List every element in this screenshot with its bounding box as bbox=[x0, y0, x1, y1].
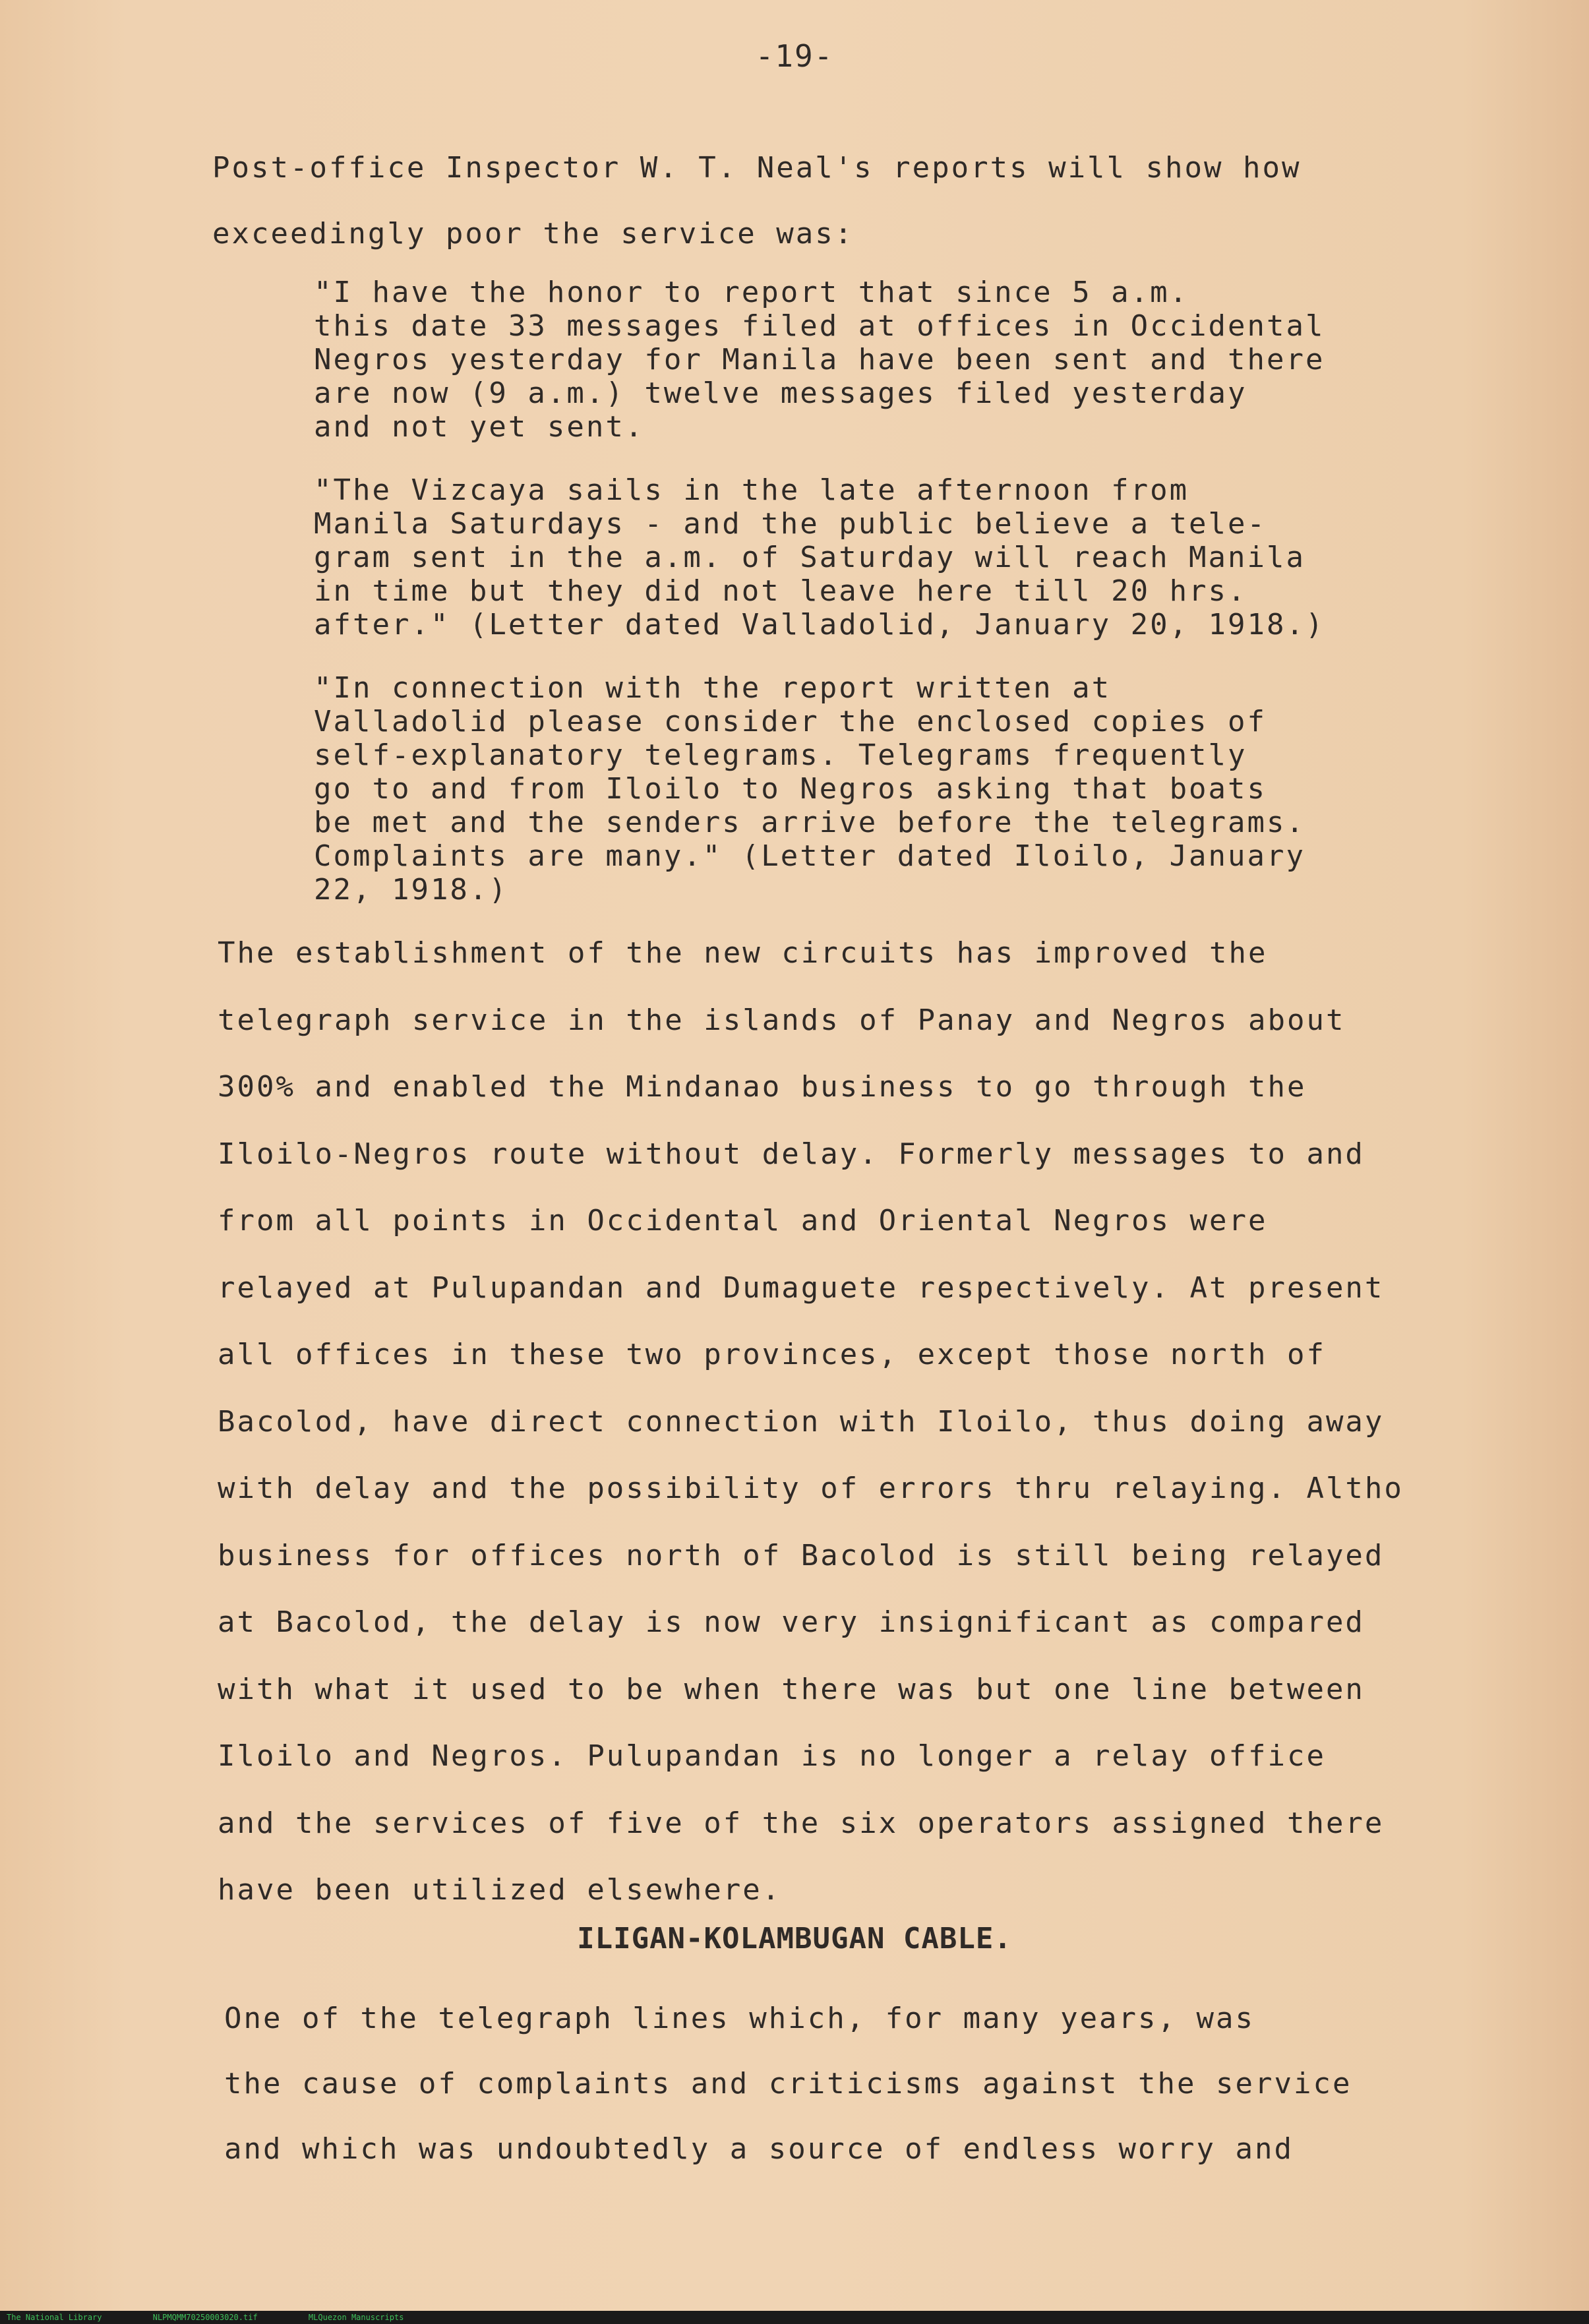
text-line: all offices in these two provinces, except those north of bbox=[218, 1338, 1326, 1371]
text-line: Post-office Inspector W. T. Neal's reports will show how bbox=[212, 151, 1302, 185]
text-line: self-explanatory telegrams. Telegrams frequently bbox=[314, 738, 1247, 772]
section-heading: ILIGAN-KOLAMBUGAN CABLE. bbox=[577, 1922, 1012, 1955]
text-line: and not yet sent. bbox=[314, 410, 645, 444]
text-line: Iloilo and Negros. Pulupandan is no longer a relay office bbox=[218, 1739, 1326, 1773]
body-paragraph bbox=[218, 920, 1404, 1924]
text-line: with delay and the possibility of errors thru relaying. Altho bbox=[218, 1472, 1404, 1505]
footer-file-id: NLPMQMM70250003020.tif bbox=[152, 2313, 258, 2322]
text-line: 300% and enabled the Mindanao business to go through the bbox=[218, 1070, 1307, 1104]
text-line: from all points in Occidental and Oriental Negros were bbox=[218, 1204, 1268, 1237]
text-line: 22, 1918.) bbox=[314, 873, 508, 907]
text-line: "The Vizcaya sails in the late afternoon from bbox=[314, 473, 1189, 507]
text-line: have been utilized elsewhere. bbox=[218, 1873, 782, 1907]
intro-paragraph bbox=[212, 135, 1301, 267]
footer-collection: MLQuezon Manuscripts bbox=[308, 2313, 404, 2322]
text-line: this date 33 messages filed at offices in Occidental bbox=[314, 309, 1325, 343]
text-line: Valladolid please consider the enclosed copies of bbox=[314, 705, 1267, 738]
text-line: Negros yesterday for Manila have been sent and there bbox=[314, 343, 1325, 376]
text-line: gram sent in the a.m. of Saturday will reach Manila bbox=[314, 541, 1306, 574]
quote-block-3 bbox=[314, 671, 1305, 907]
text-line: and the services of five of the six operators assigned there bbox=[218, 1806, 1385, 1840]
text-line: relayed at Pulupandan and Dumaguete respectively. At present bbox=[218, 1270, 1385, 1305]
text-line: Iloilo-Negros route without delay. Formerly messages to and bbox=[218, 1137, 1365, 1171]
text-line: Bacolod, have direct connection with Iloilo, thus doing away bbox=[218, 1404, 1385, 1439]
text-line: with what it used to be when there was but one line between bbox=[218, 1672, 1365, 1706]
section-paragraph bbox=[224, 1986, 1352, 2182]
text-line: Complaints are many." (Letter dated Iloilo, January bbox=[314, 839, 1306, 873]
text-line: "In connection with the report written at bbox=[314, 671, 1112, 705]
text-line: One of the telegraph lines which, for many years, was bbox=[224, 2002, 1255, 2035]
text-line: business for offices north of Bacolod is still being relayed bbox=[218, 1538, 1385, 1572]
page-number: -19- bbox=[755, 38, 834, 74]
text-line: in time but they did not leave here till 20 hrs. bbox=[314, 574, 1247, 608]
text-line: and which was undoubtedly a source of endless worry and bbox=[224, 2132, 1294, 2166]
footer-library: The National Library bbox=[7, 2313, 102, 2322]
text-line: "I have the honor to report that since 5 a.m. bbox=[314, 276, 1189, 309]
text-line: go to and from Iloilo to Negros asking that boats bbox=[314, 772, 1267, 806]
scan-footer-bar bbox=[0, 2311, 1589, 2324]
text-line: exceedingly poor the service was: bbox=[212, 217, 854, 251]
text-line: at Bacolod, the delay is now very insignificant as compared bbox=[218, 1605, 1365, 1639]
text-line: Manila Saturdays - and the public believe a tele- bbox=[314, 507, 1267, 541]
text-line: the cause of complaints and criticisms against the service bbox=[224, 2067, 1352, 2101]
text-line: after." (Letter dated Valladolid, January 20, 1918.) bbox=[314, 608, 1325, 641]
text-line: telegraph service in the islands of Panay and Negros about bbox=[218, 1003, 1346, 1037]
text-line: are now (9 a.m.) twelve messages filed yesterday bbox=[314, 376, 1247, 410]
quote-block-1 bbox=[314, 276, 1325, 444]
text-line: The establishment of the new circuits has improved the bbox=[218, 936, 1268, 970]
text-line: be met and the senders arrive before the telegrams. bbox=[314, 806, 1306, 839]
quote-block-2 bbox=[314, 473, 1325, 641]
